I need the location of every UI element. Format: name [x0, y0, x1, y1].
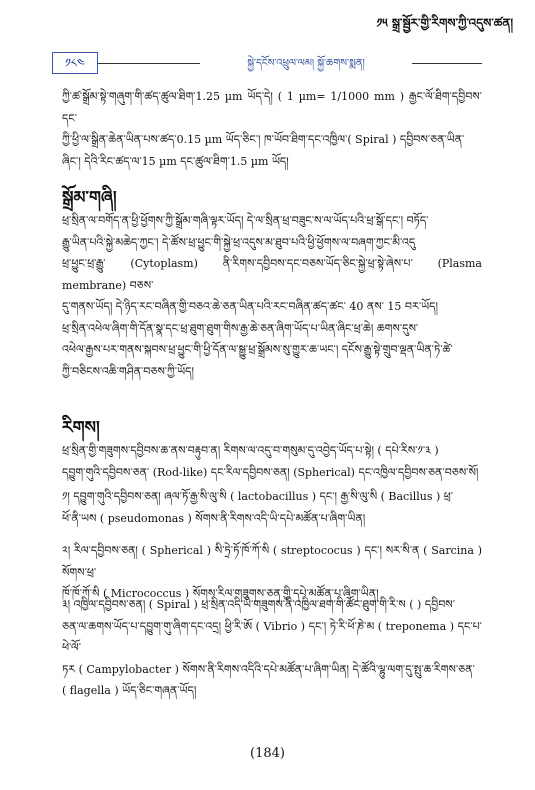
item-text: འཁྱིལ་དབྱིབས་ཅན། ( Spiral ) ཕྲ་སྲིན་འདི་ཡི་གཟུགས་ནི་འཁྱིལ་ཐག་གི་ཚོང་ཐུག་གི་རི་ས ( ) དབྱིབས་ — [73, 598, 456, 611]
text-line: ཀྱི་ཚ་སྒྲོམ་སྟེ་གཞུག་གི་ཚད་ཚུལ་ཐིག་1.25 µm ཡོད་དེ། ( 1 µm= 1/1000 mm ) རྒྱང་ལོ་ཐིག་དབྱིབས་དང་ — [62, 90, 482, 125]
text-line: ཁོ་ཁོ་ཀོ་སི ( Micrococcus ) སོགས་རིལ་གཟུགས་ཅན་གྱི་དཔེ་མཚོན་པ་ཞིག་ཡིན། — [62, 587, 379, 600]
item-number: ༣། — [62, 598, 71, 611]
text-line: ཞིང་། དེའི་རིང་ཚད་ལ་15 µm དང་ཚུལ་ཐིག་1.5 µm ཡོད། — [62, 154, 289, 168]
text-line: རྒྱུ་ཡིན་པའི་སྐྱེ་མཆེད་ཀྱང་། དེ་ཚོས་ཕྲ་ཕྱུང་གི་སྐྱེ་ཕྲ་འདུས་མ་ཐུབ་པའི་ཕྱི་ཕྱོགས་ལ་བཞག་ཀྱང་མི་འདུ — [62, 235, 416, 249]
text-line: དབྱུག་གུའི་དབྱིབས་ཅན་ (Rod-like) དང་རིལ་དབྱིབས་ཅན། (Spherical) དང་འཁྱིལ་དབྱིབས་ཅན་བཅས་སོ། — [62, 465, 479, 479]
text-line: ཅན་ལ་ཆགས་ཡོད་པ་དབྱུག་གུ་ཞིག་དང་འདྲ། ཕྱི་རི་ཨོ ( Vibrio ) དང་། ཏེ་རི་ཕོ་ཎེ་མ ( treponema ) དང་པ་ཕེ་ལོ་ — [62, 619, 482, 654]
text-line: འཕེལ་རྒྱས་པར་གནས་སྐབས་ཕྲ་ཕྱུང་གི་ཕྱི་དོན་ལ་སྒྱུ་ཕྲ་སྒྲོམས་སུ་གྱུར་ཆ་ཡང་། དངོས་རྒྱུ་སྟེ་གྲུབ་ལྡན་ཡིན་ཏེ་ཚེ་ — [62, 343, 453, 356]
text-line — [62, 540, 482, 583]
section2-intro — [62, 440, 482, 483]
intro-paragraph — [62, 86, 482, 172]
text-line — [62, 594, 482, 616]
text-line: ཕྲ་ཕྱུང་ཕྲ་རྒྱུ་ (Cytoplasm) ནི་རིགས་དབྱིབས་དང་བཅས་ཡོད་ཅིང་སྐྱེ་ཕྲ་སྟེ་ཞེས་པ་ (Plasma membrane) བཅས་ — [62, 257, 482, 292]
section-heading-types: རིགས། — [62, 418, 100, 438]
item-number: ༢། — [62, 544, 71, 557]
running-head: ༡༥ སྒྲ་སྦྱོར་གྱི་རིགས་ཀྱི་འདུས་ཚན། — [376, 16, 513, 30]
item-text: རིལ་དབྱིབས་ཅན། ( Spherical ) སི་ཏྲེ་ཏོ་ཁོ་ཀོ་སི ( streptococus ) དང་། སར་སི་ན ( Sarcina ) སོགས་ཕྲ་ — [62, 544, 482, 579]
text-line — [62, 486, 482, 508]
section-heading-structure: སྒྲོམ་གཞི། — [62, 188, 117, 208]
text-line: ཀྱི་བཅིངས་འཆི་གཤིན་བཅས་ཀྱི་ཡོད། — [62, 364, 194, 378]
text-line: ( flagella ) ཡོད་ཅིང་གཞན་ཡོད། — [62, 684, 197, 697]
list-item — [62, 486, 482, 529]
list-item — [62, 594, 482, 702]
chapter-title: སྐྱེ་དངོས་འཕྲུལ་ལམ། སྐྱོ་ཆགས་སྨན། — [200, 52, 412, 80]
item-number: ༡། — [62, 490, 70, 503]
item-text: དབྱུག་གུའི་དབྱིབས་ཅན། ཞལ་ཏོ་རྒྱ་སི་ལུ་སི ( lactobacillus ) དང་། རྒྱ་སི་ལུ་སི ( Bacillus ) ཕྲ་ — [73, 490, 454, 503]
text-line: ཏར ( Campylobacter ) སོགས་ནི་རིགས་འདིའི་དཔེ་མཚོན་པ་ཞིག་ཡིན། དེ་ཚོའི་ལྷུ་ལག་དུ་སྤུ་ཆ་རིགས་ཅན་ — [62, 662, 475, 676]
text-line: ཀྱི་ཕྱི་ལ་སྒྲིན་ཆེན་ཡིན་པས་ཚད་0.15 µm ཡོད་ཅིང་། ཁ་ཡོབ་ཐིག་དང་འཁྱིལ་( Spiral ) དབྱིབས་ཅན་ཡིན་ — [62, 133, 465, 146]
text-line: དུ་གནས་ཡོད། དེ་ཉིད་རང་བཞིན་གྱི་བཅའ་ཆེ་ཅན་ཡིན་པའི་རང་བཞིན་ཚད་ཚང་ 40 ནས་ 15 བར་ཡོད། — [62, 300, 438, 313]
section1-paragraph — [62, 210, 482, 382]
text-line: ཕྲ་སྲིན་འཕེལ་ཞིག་གི་དོན་སྣ་དང་ཕྲ་ཐུག་ཐུག་གིས་རྒྱ་ཆེ་ཅན་ཞིག་ཡོད་པ་ཡིན་ཞིང་ཕྲ་ཆེ། ཆགས་དུས་ — [62, 321, 419, 335]
page-number-box: ༡༨༤ — [52, 52, 98, 74]
text-line: ཕོ་ནི་ཡས ( pseudomonas ) སོགས་ནི་རིགས་འདི་ཡི་དཔེ་མཚོན་པ་ཞིག་ཡིན། — [62, 511, 366, 525]
text-line: ཕྲ་སྲིན་གྱི་གཟུགས་དབྱིབས་ཆ་ནས་བརྟུབ་ན། རིགས་ལ་འདུ་བ་གསུམ་དུ་འབྱེད་ཡོད་པ་སྟེ། ( དཔེ་རིས་༡་༣ ) — [62, 444, 439, 457]
page-number: (184) — [250, 746, 285, 761]
text-line: ཕྲ་སྲིན་ལ་བགོད་ན་ཕྱི་ཕྱོགས་ཀྱི་སྒྲོམ་གཞི་ལྟར་ཡོད། དེ་ལ་སྲིན་ཕྲ་བཟུང་ས་ལ་ཡོད་པའི་ཕྲ་སྒོ་དང་། བཏོད་ — [62, 214, 429, 227]
